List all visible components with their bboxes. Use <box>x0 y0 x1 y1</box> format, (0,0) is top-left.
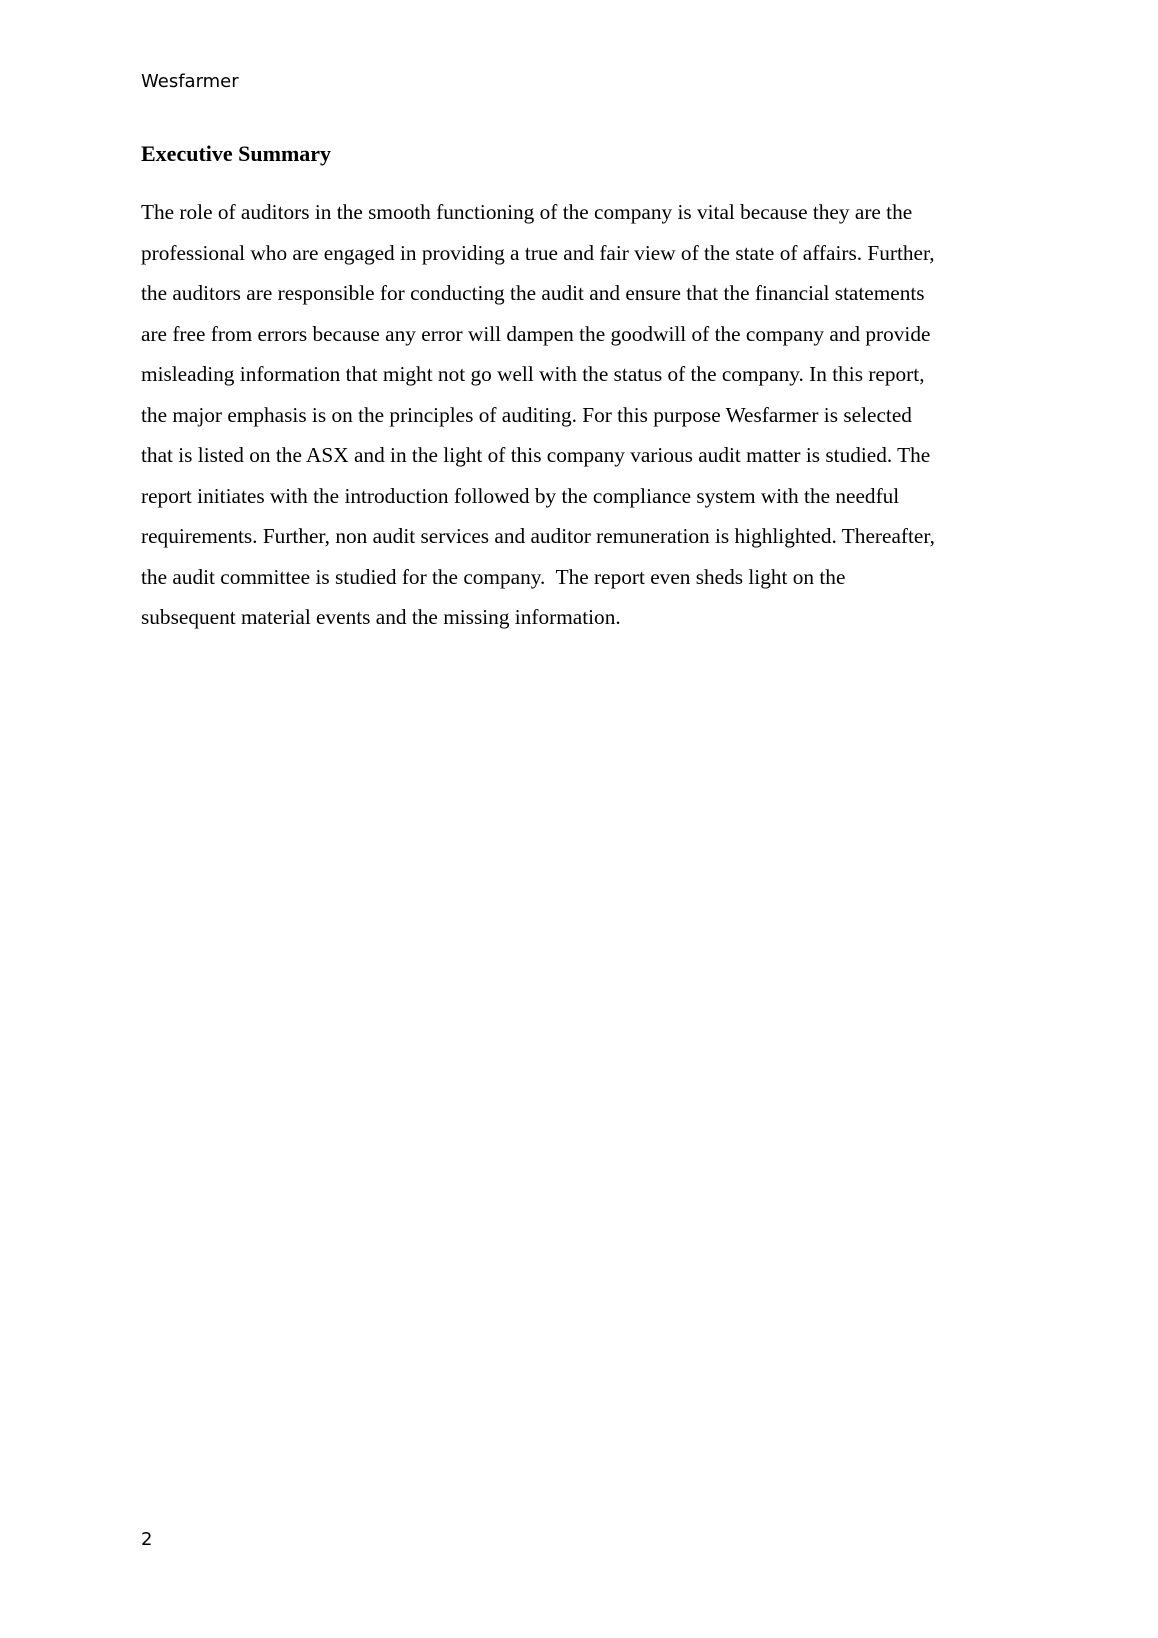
summary-paragraph <box>141 192 1041 638</box>
paragraph-line: requirements. Further, non audit services and auditor remuneration is highlighted. Thereafter, <box>141 524 935 548</box>
page-number: 2 <box>141 1529 153 1550</box>
paragraph-line: professional who are engaged in providing a true and fair view of the state of affairs. Further, <box>141 240 935 265</box>
section-title: Executive Summary <box>141 141 332 166</box>
paragraph-line: The role of auditors in the smooth functioning of the company is vital because they are the <box>141 200 913 224</box>
paragraph-line: that is listed on the ASX and in the light of this company various audit matter is studied. The <box>141 443 931 467</box>
running-header: Wesfarmer <box>141 71 239 92</box>
paragraph-line: are free from errors because any error will dampen the goodwill of the company and provide <box>141 321 931 346</box>
paragraph-line: misleading information that might not go well with the status of the company. In this report, <box>141 362 925 386</box>
paragraph-line: the audit committee is studied for the company. The report even sheds light on the <box>141 564 846 589</box>
paragraph-line: the auditors are responsible for conducting the audit and ensure that the financial statements <box>141 281 925 305</box>
paragraph-line: the major emphasis is on the principles of auditing. For this purpose Wesfarmer is selected <box>141 402 912 427</box>
paragraph-line: report initiates with the introduction followed by the compliance system with the needful <box>141 483 900 508</box>
paragraph-line: subsequent material events and the missing information. <box>141 605 621 629</box>
